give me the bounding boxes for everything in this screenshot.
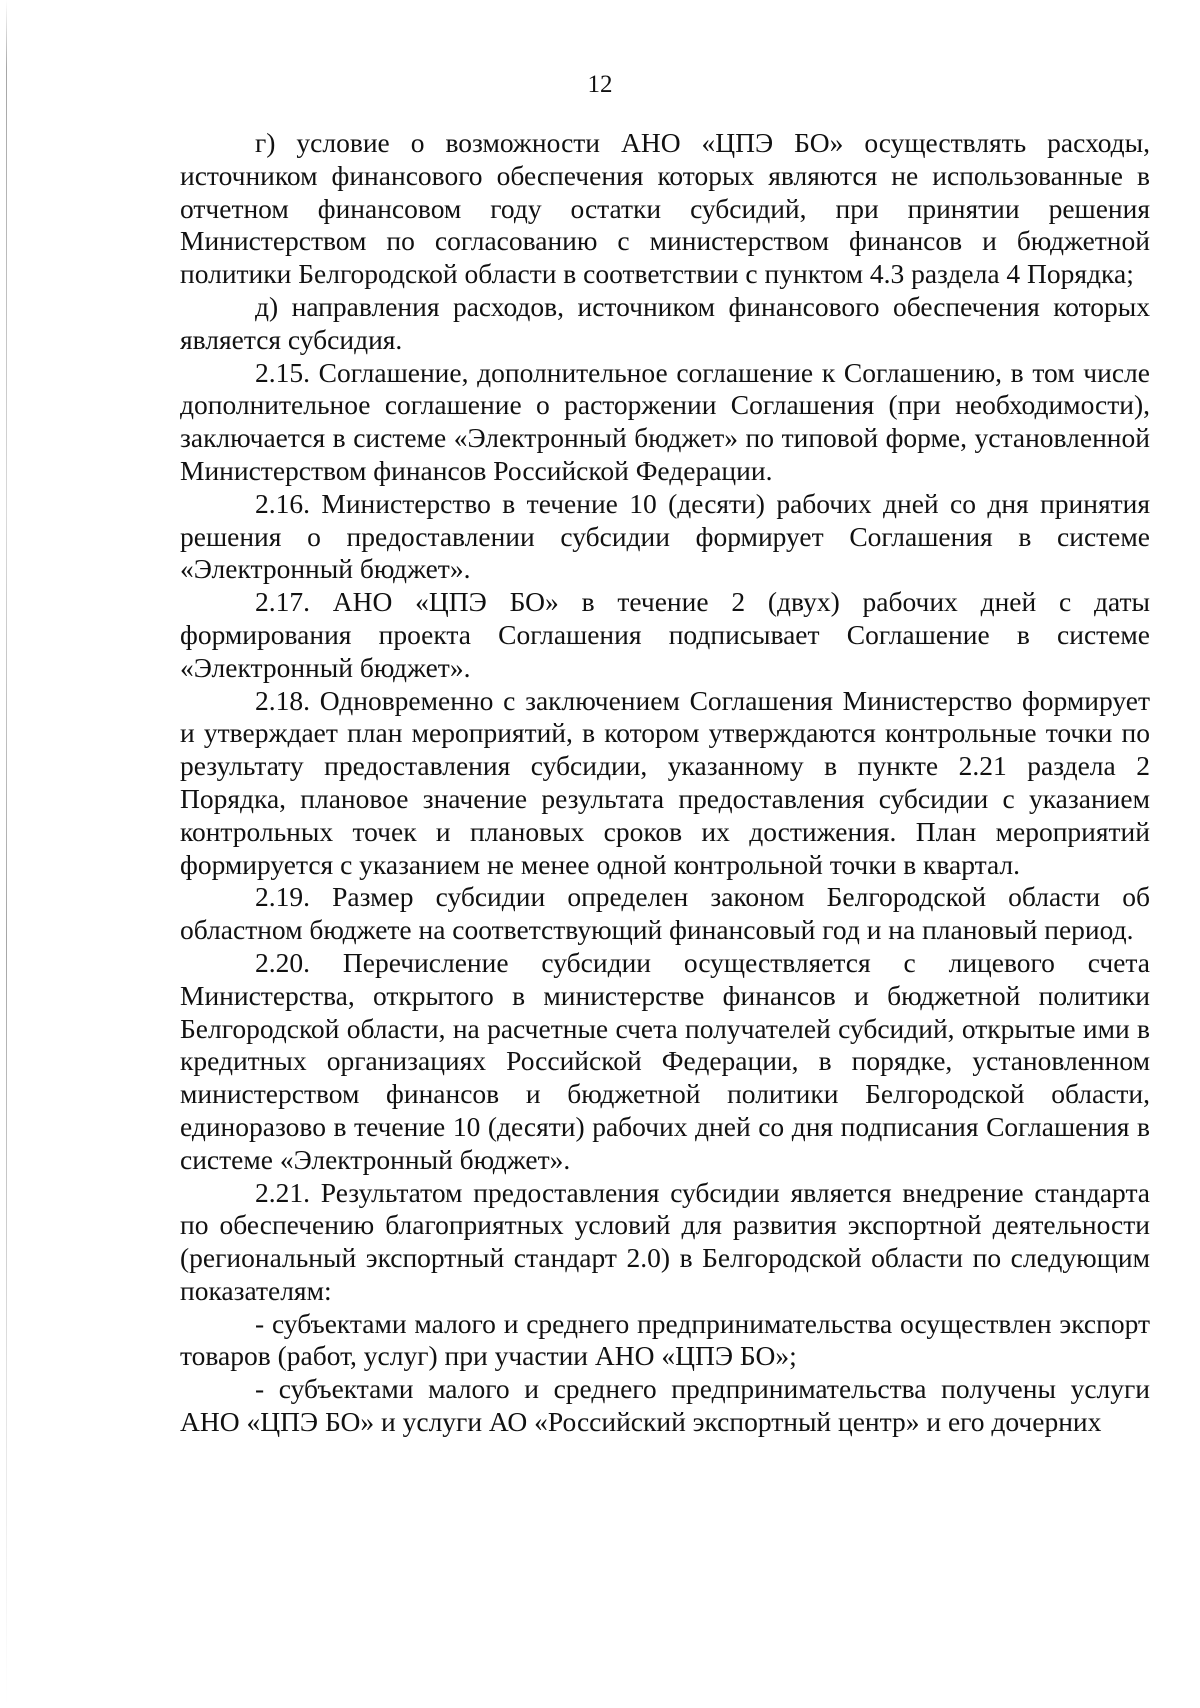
- scan-edge-line: [6, 0, 7, 1708]
- page-number: 12: [587, 71, 613, 98]
- paragraph-2-16: 2.16. Министерство в течение 10 (десяти) рабочих дней со дня принятия решения о предоставлении субсидии формирует Соглашения в системе «Электронный бюджет».: [180, 487, 1150, 585]
- paragraph-indicator-services: - субъектами малого и среднего предпринимательства получены услуги АНО «ЦПЭ БО» и услуги АО «Российский экспортный центр» и его дочерних: [180, 1373, 1150, 1438]
- paragraph-condition-g: г) условие о возможности АНО «ЦПЭ БО» осуществлять расходы, источником финансового обеспечения которых являются не использованные в отчетном финансовом году остатки субсидий, при принятии решения Министерством по согласованию с министерством финансов и бюджетной политики Белгородской области в соответствии с пунктом 4.3 раздела 4 Порядка;: [180, 127, 1150, 290]
- paragraph-2-18: 2.18. Одновременно с заключением Соглашения Министерство формирует и утверждает план мероприятий, в котором утверждаются контрольные точки по результату предоставления субсидии, указанному в пункте 2.21 раздела 2 Порядка, плановое значение результата предоставления субсидии с указанием контрольных точек и плановых сроков их достижения. План мероприятий формируется с указанием не менее одной контрольной точки в квартал.: [180, 684, 1150, 880]
- paragraph-2-19: 2.19. Размер субсидии определен законом Белгородской области об областном бюджете на соответствующий финансовый год и на плановый период.: [180, 881, 1150, 946]
- paragraph-2-21: 2.21. Результатом предоставления субсидии является внедрение стандарта по обеспечению благоприятных условий для развития экспортной деятельности (региональный экспортный стандарт 2.0) в Белгородской области по следующим показателям:: [180, 1176, 1150, 1306]
- paragraph-2-20: 2.20. Перечисление субсидии осуществляется с лицевого счета Министерства, открытого в министерстве финансов и бюджетной политики Белгородской области, на расчетные счета получателей субсидий, открытые ими в кредитных организациях Российской Федерации, в порядке, установленном министерством финансов и бюджетной политики Белгородской области, единоразово в течение 10 (десяти) рабочих дней со дня подписания Соглашения в системе «Электронный бюджет».: [180, 946, 1150, 1175]
- paragraph-condition-d: д) направления расходов, источником финансового обеспечения которых является субсидия.: [180, 290, 1150, 355]
- document-body: [180, 127, 1150, 1439]
- paragraph-2-17: 2.17. АНО «ЦПЭ БО» в течение 2 (двух) рабочих дней с даты формирования проекта Соглашения подписывает Соглашение в системе «Электронный бюджет».: [180, 586, 1150, 683]
- paragraph-2-15: 2.15. Соглашение, дополнительное соглашение к Соглашению, в том числе дополнительное соглашение о расторжении Соглашения (при необходимости), заключается в системе «Электронный бюджет» по типовой форме, установленной Министерством финансов Российской Федерации.: [180, 356, 1150, 486]
- paragraph-indicator-export: - субъектами малого и среднего предпринимательства осуществлен экспорт товаров (работ, услуг) при участии АНО «ЦПЭ БО»;: [180, 1307, 1150, 1372]
